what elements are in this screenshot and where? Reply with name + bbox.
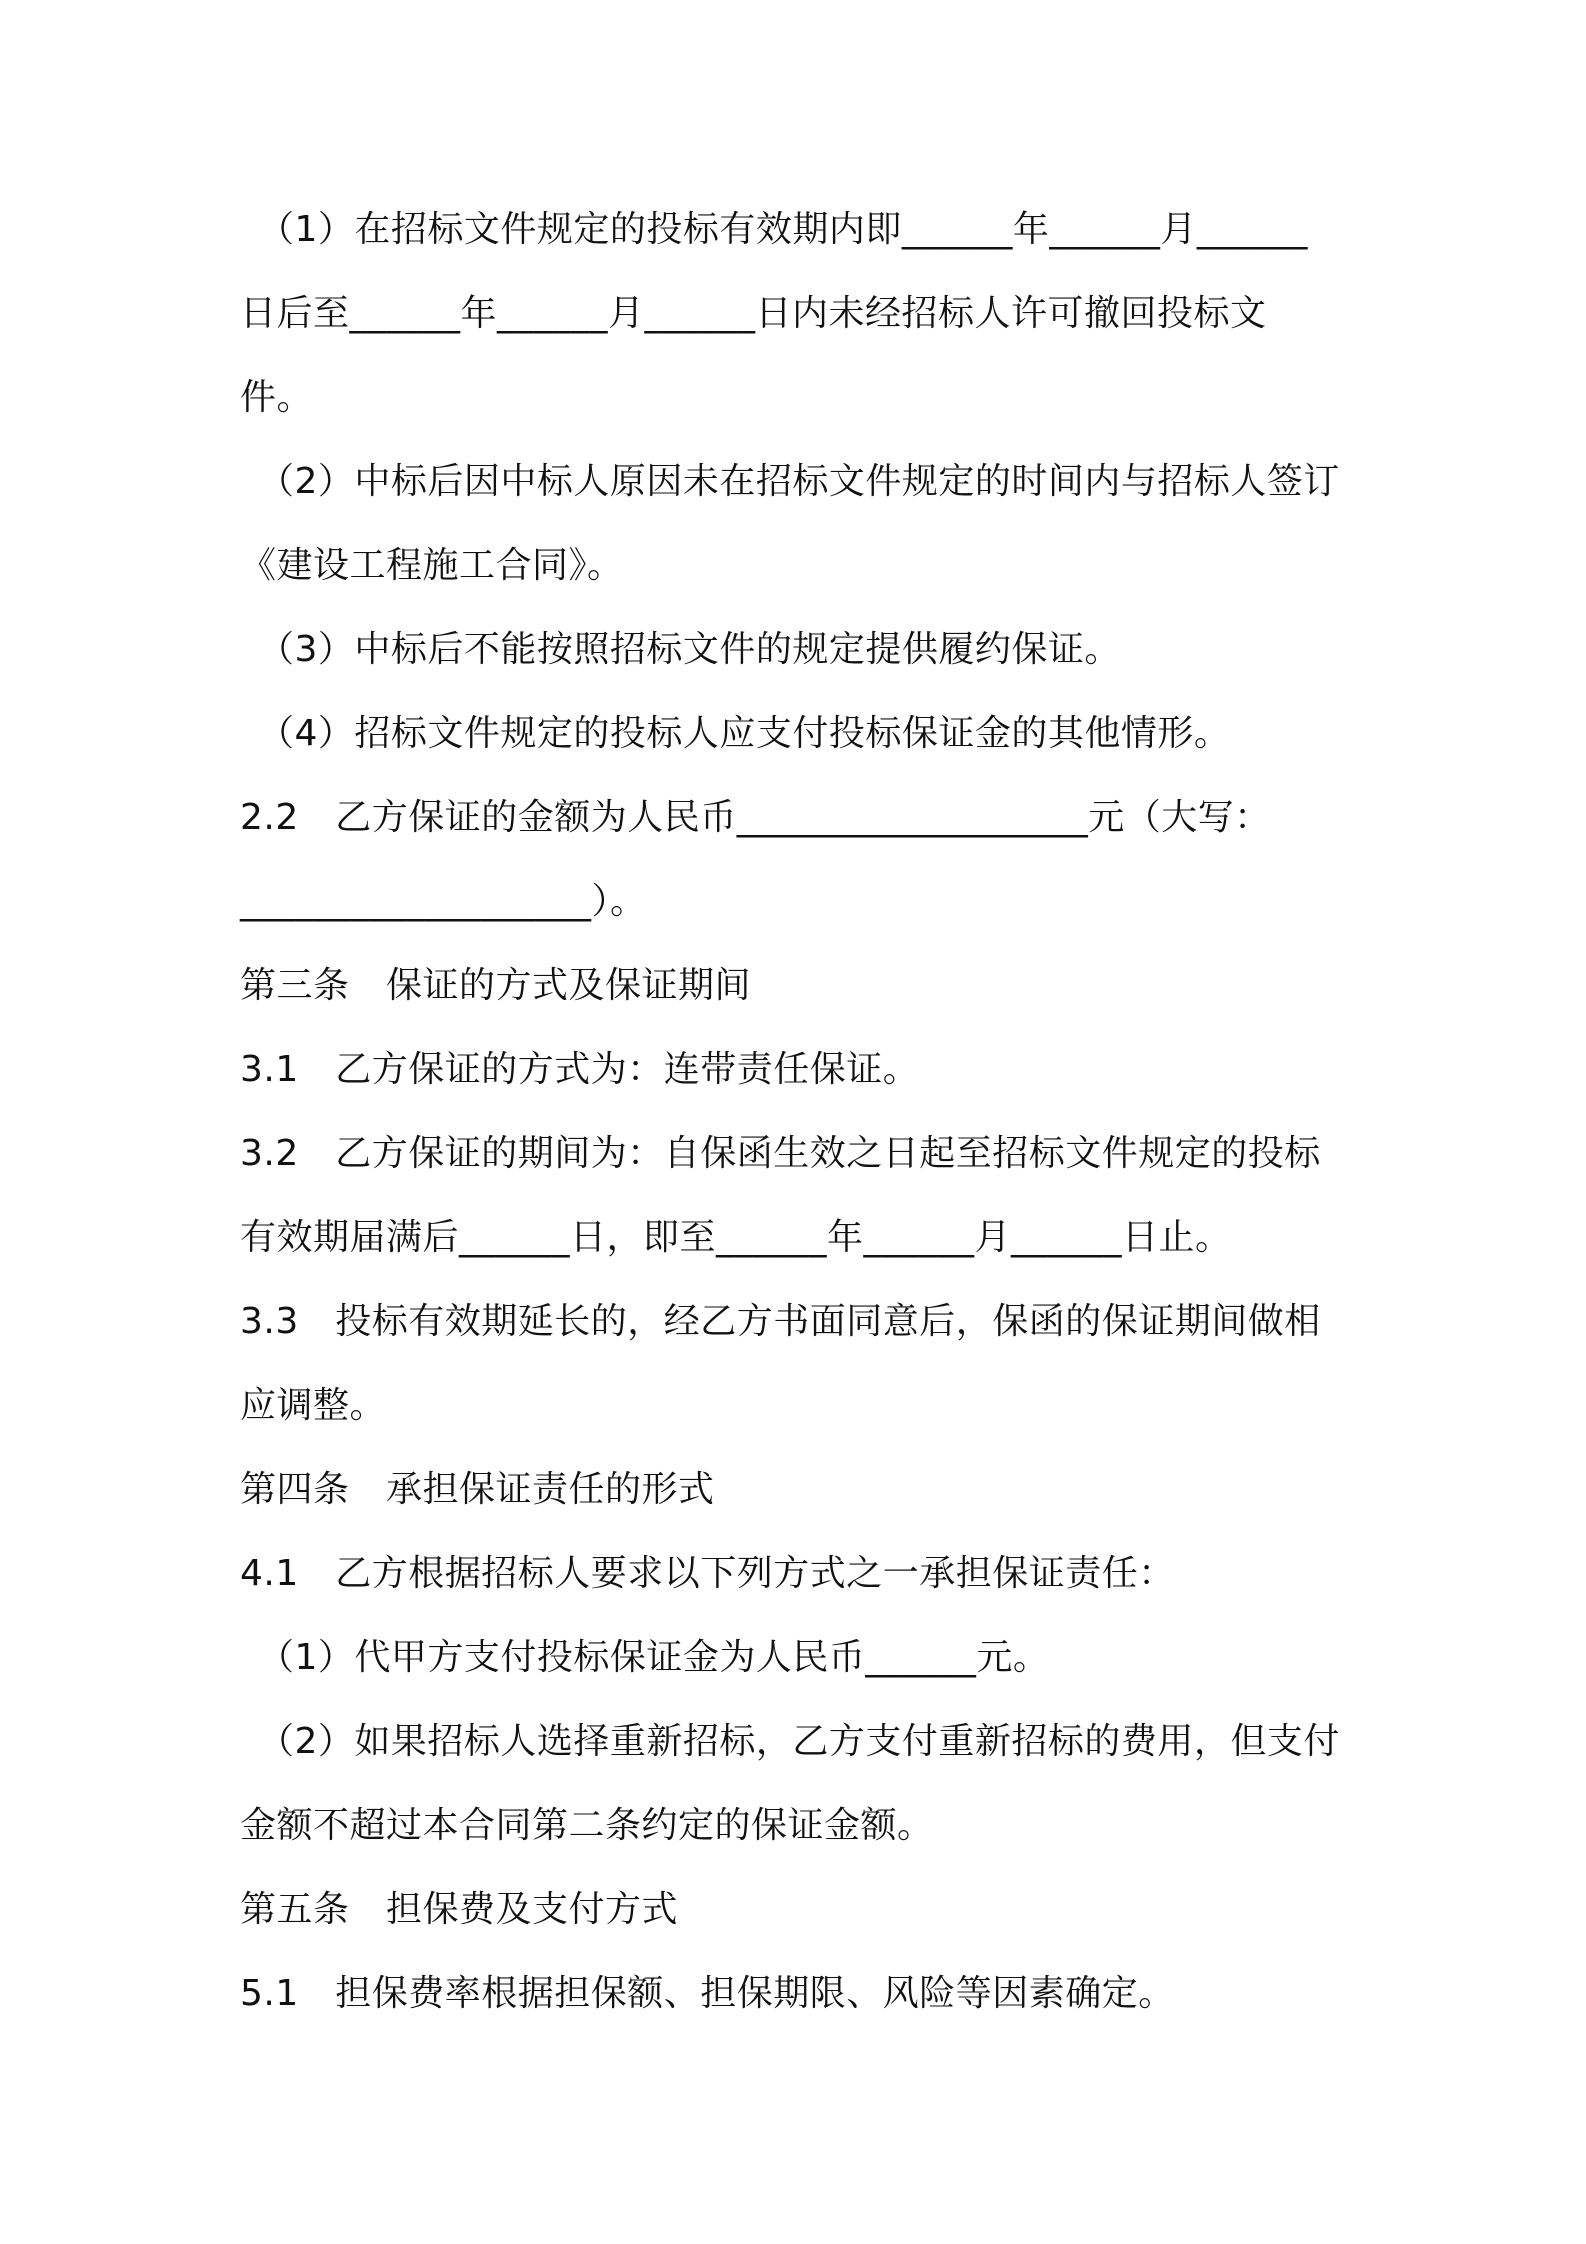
article-4-heading: 第四条 承担保证责任的形式	[240, 1469, 715, 1510]
clause-4-1-item-2-line-2: 金额不超过本合同第二条约定的保证金额。	[240, 1805, 934, 1846]
clause-2-1-item-1-line-1: （1）在招标文件规定的投标有效期内即______年______月______	[258, 209, 1308, 250]
clause-2-1-item-2-line-2: 《建设工程施工合同》。	[240, 545, 624, 586]
clause-2-1-item-3: （3）中标后不能按照招标文件的规定提供履约保证。	[258, 629, 1121, 670]
clause-2-1-item-1-line-2: 日后至______年______月______日内未经招标人许可撤回投标文	[240, 293, 1267, 334]
clause-4-1-item-2-line-1: （2）如果招标人选择重新招标，乙方支付重新招标的费用，但支付	[258, 1721, 1340, 1762]
clause-2-1-item-2-line-1: （2）中标后因中标人原因未在招标文件规定的时间内与招标人签订	[258, 461, 1340, 502]
clause-2-1-item-1-line-3: 件。	[240, 377, 314, 418]
article-5-heading: 第五条 担保费及支付方式	[240, 1889, 679, 1930]
clause-3-3-line-2: 应调整。	[240, 1385, 387, 1426]
clause-2-2-line-2: ___________________）。	[240, 881, 647, 922]
clause-2-2-line-1: 2.2 乙方保证的金额为人民币___________________元（大写：	[240, 797, 1271, 838]
clause-4-1-item-1: （1）代甲方支付投标保证金为人民币______元。	[258, 1637, 1050, 1678]
article-3-heading: 第三条 保证的方式及保证期间	[240, 965, 752, 1006]
clause-3-3-line-1: 3.3 投标有效期延长的，经乙方书面同意后，保函的保证期间做相	[240, 1301, 1321, 1342]
clause-3-2-line-2: 有效期届满后______日，即至______年______月______日止。	[240, 1217, 1232, 1258]
clause-3-1: 3.1 乙方保证的方式为：连带责任保证。	[240, 1049, 920, 1090]
clause-4-1: 4.1 乙方根据招标人要求以下列方式之一承担保证责任：	[240, 1553, 1175, 1594]
clause-3-2-line-1: 3.2 乙方保证的期间为：自保函生效之日起至招标文件规定的投标	[240, 1133, 1321, 1174]
clause-2-1-item-4: （4）招标文件规定的投标人应支付投标保证金的其他情形。	[258, 713, 1231, 754]
clause-5-1: 5.1 担保费率根据担保额、担保期限、风险等因素确定。	[240, 1973, 1175, 2014]
